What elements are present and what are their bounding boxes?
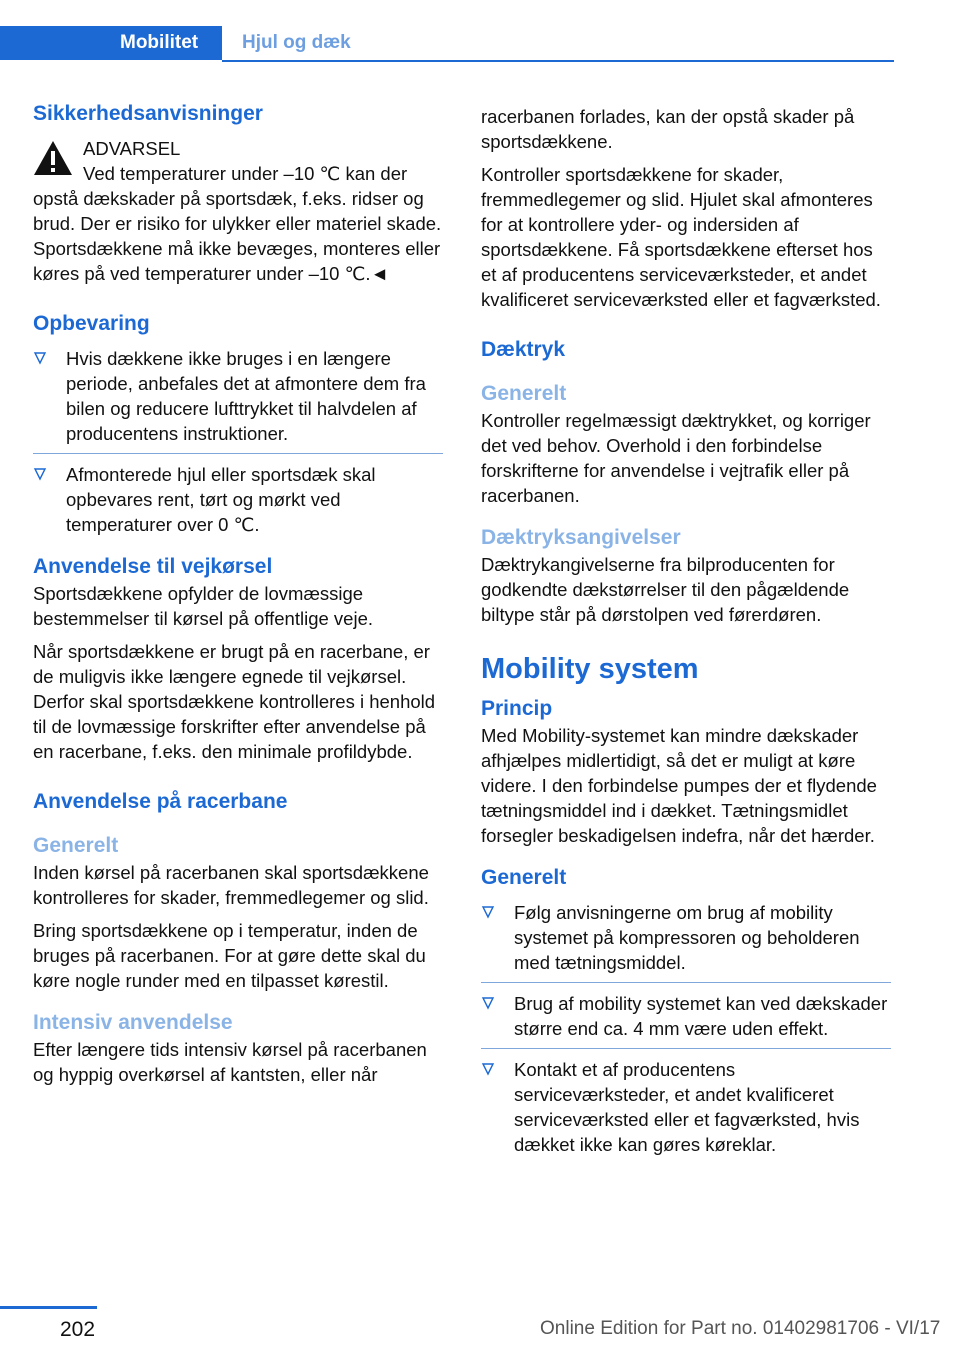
road-paragraph-1: Sportsdækkene opfylder de lovmæssige bestemmelser til kørsel på offentlige veje. [33,583,374,629]
list-item: Følg anvisningerne om brug af mobility systemet på kompressoren og beholderen med tætningsmiddel. [481,900,891,975]
track-paragraph-1: Inden kørsel på racerbanen skal sportsdækkene kontrolleres for skader, fremmedlegemer og slid. [33,862,429,908]
track-paragraph-2: Bring sportsdækkene op i temperatur, inden de bruges på racerbanen. For at gøre dette skal du køre nogle runder med en tilpasset kørestil. [33,920,426,991]
list-item: Brug af mobility systemet kan ved dækskader større end ca. 4 mm være uden effekt. [481,991,891,1041]
principle-heading: Princip [481,697,553,720]
list-divider [481,1048,891,1049]
right-column [481,104,891,1157]
list-divider [33,453,443,454]
edition-footer: Online Edition for Part no. 01402981706 - VI/17 [540,1318,941,1339]
tab-hjul-og-daek[interactable]: Hjul og dæk [242,32,351,53]
storage-list [33,346,443,446]
list-item: Hvis dækkene ikke bruges i en længere periode, anbefales det at afmontere dem fra bilen og reducere lufttrykket til halvdelen af producentens instruktioner. [33,346,443,446]
specs-heading: Dæktryksangivelser [481,526,681,549]
track-heading: Anvendelse på racerbane [33,790,288,813]
warning-text: Ved temperaturer under –10 ℃ kan der opstå dækskader på sportsdæk, f.eks. ridser og brud. Der er risiko for ulykker eller materiel skade. Sportsdækkene må ikke bevæges, monteres eller køres på ved temperaturer under –10 ℃.◄ [33,163,442,284]
pressure-general-heading: Generelt [481,382,567,405]
header-divider [222,60,894,62]
list-item: Kontakt et af producentens serviceværksteder, et andet kvalificeret serviceværksted eller et fagværksted, hvis dækket ikke kan gøres køreklar. [481,1057,891,1157]
triangle-bullet-icon [481,1062,495,1076]
pressure-paragraph: Kontroller regelmæssigt dæktrykket, og korriger det ved behov. Overhold i den forbindelse forskrifterne for anvendelse i vejtrafik eller på racerbanen. [481,410,871,506]
list-item: Afmonterede hjul eller sportsdæk skal opbevares rent, tørt og mørkt ved temperaturer over 0 ℃. [33,462,443,537]
warning-triangle-icon [33,140,73,176]
warning-label: ADVARSEL [83,138,181,159]
inspection-paragraph: Kontroller sportsdækkene for skader, fremmedlegemer og slid. Hjulet skal afmonteres for at kontrollere yder- og indersiden af sportsdækkene. Få sportsdækkene efterset hos et af producentens serviceværksteder, et andet kvalificeret serviceværksted eller et fagværksted. [481,164,881,310]
pressure-heading: Dæktryk [481,338,566,361]
page-number-rule [0,1306,97,1309]
triangle-bullet-icon [33,351,47,365]
header-bar [0,26,894,60]
track-general-heading: Generelt [33,834,119,857]
road-heading: Anvendelse til vejkørsel [33,555,273,578]
left-column [33,100,443,1087]
intensive-heading: Intensiv anvendelse [33,1011,233,1034]
general-heading: Generelt [481,866,567,889]
list-divider [481,982,891,983]
continued-paragraph: racerbanen forlades, kan der opstå skader på sportsdækkene. [481,106,855,152]
safety-heading: Sikkerhedsanvisninger [33,102,263,125]
triangle-bullet-icon [33,467,47,481]
page-number: 202 [60,1318,96,1341]
warning-block [33,136,443,286]
road-paragraph-2: Når sportsdækkene er brugt på en racerbane, er de muligvis ikke længere egnede til vejkørsel. Derfor skal sportsdækkene kontrolleres i henhold til de lovmæssige forskrifter efter anvendelse på en racerbane, f.eks. den minimale profildybde. [33,641,436,762]
intensive-paragraph: Efter længere tids intensiv kørsel på racerbanen og hyppig overkørsel af kantsten, eller når [33,1039,427,1085]
tab-mobilitet[interactable]: Mobilitet [0,26,222,60]
principle-paragraph: Med Mobility-systemet kan mindre dækskader afhjælpes midlertidigt, så det er muligt at køre videre. I den forbindelse pumpes der et flydende tætningsmiddel ind i dækket. Tætningsmidlet forsegler beskadigelsen indefra, når det hærder. [481,725,877,846]
mobility-heading: Mobility system [481,653,699,685]
triangle-bullet-icon [481,996,495,1010]
storage-heading: Opbevaring [33,312,150,335]
specs-paragraph: Dæktrykangivelserne fra bilproducenten for godkendte dækstørrelser til den pågældende biltype står på dørstolpen ved førerdøren. [481,554,850,625]
triangle-bullet-icon [481,905,495,919]
